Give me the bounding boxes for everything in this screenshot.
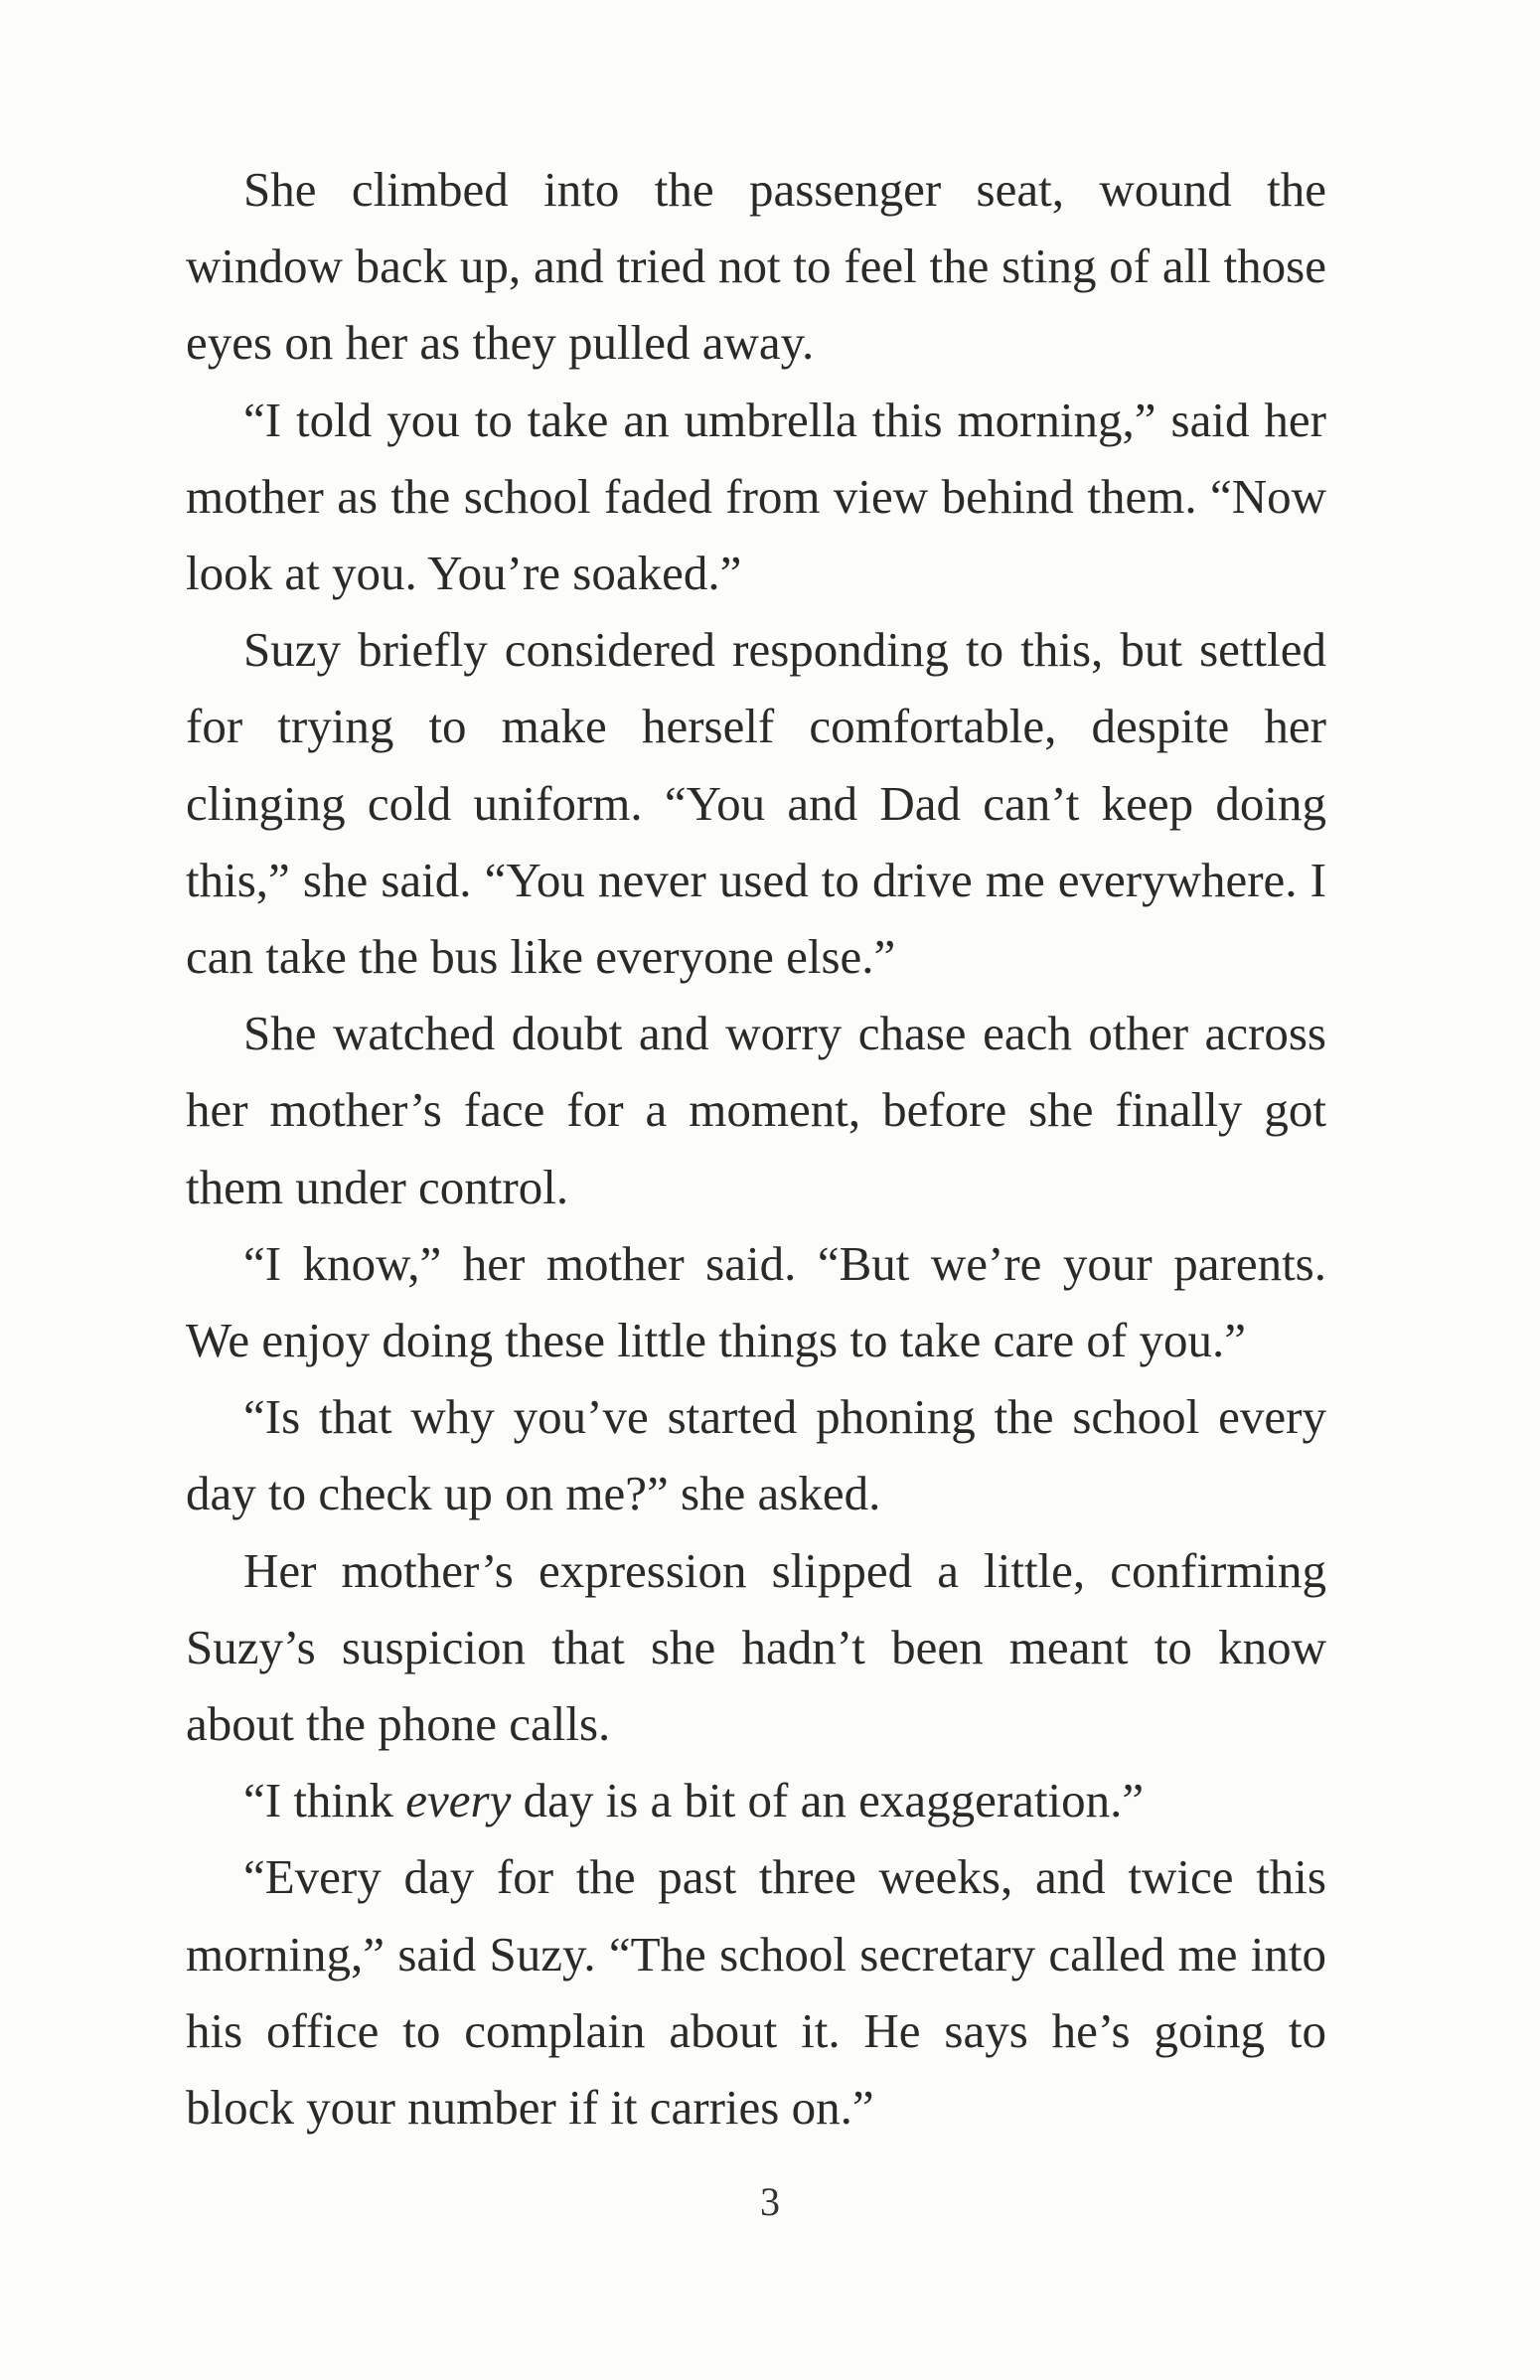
paragraph: She climbed into the passenger seat, wound the window back up, and tried not to feel the sting of all those eyes on her as they pulled away. <box>186 162 1326 371</box>
page-number: 3 <box>760 2179 780 2224</box>
paragraph: “I told you to take an umbrella this morning,” said her mother as the school faded from view behind them. “Now look at you. You’re soaked.” <box>186 392 1326 601</box>
text-run: day is a bit of an exaggeration.” <box>511 1773 1145 1828</box>
paragraph: She watched doubt and worry chase each other across her mother’s face for a moment, before she finally got them under control. <box>186 1006 1326 1214</box>
paragraph: “I know,” her mother said. “But we’re your parents. We enjoy doing these little things to take care of you.” <box>186 1235 1326 1368</box>
paragraph: Suzy briefly considered responding to this, but settled for trying to make herself comfortable, despite her clinging cold uniform. “You and Dad can’t keep doing this,” she said. “You never used to drive me everywhere. I can take the bus like everyone else.” <box>186 622 1326 985</box>
text-run: “I think <box>243 1773 406 1828</box>
paragraph: Her mother’s expression slipped a little, confirming Suzy’s suspicion that she hadn’t been meant to know about the phone calls. <box>186 1542 1326 1752</box>
body-text <box>186 151 1326 2145</box>
paragraph: “Is that why you’ve started phoning the school every day to check up on me?” she asked. <box>186 1389 1326 1521</box>
paragraph: “Every day for the past three weeks, and twice this morning,” said Suzy. “The school secretary called me into his office to complain about it. He says he’s going to block your number if it carries on.” <box>186 1849 1326 2136</box>
paragraph-with-emphasis <box>186 1762 1326 1838</box>
emphasized-word: every <box>405 1773 512 1828</box>
